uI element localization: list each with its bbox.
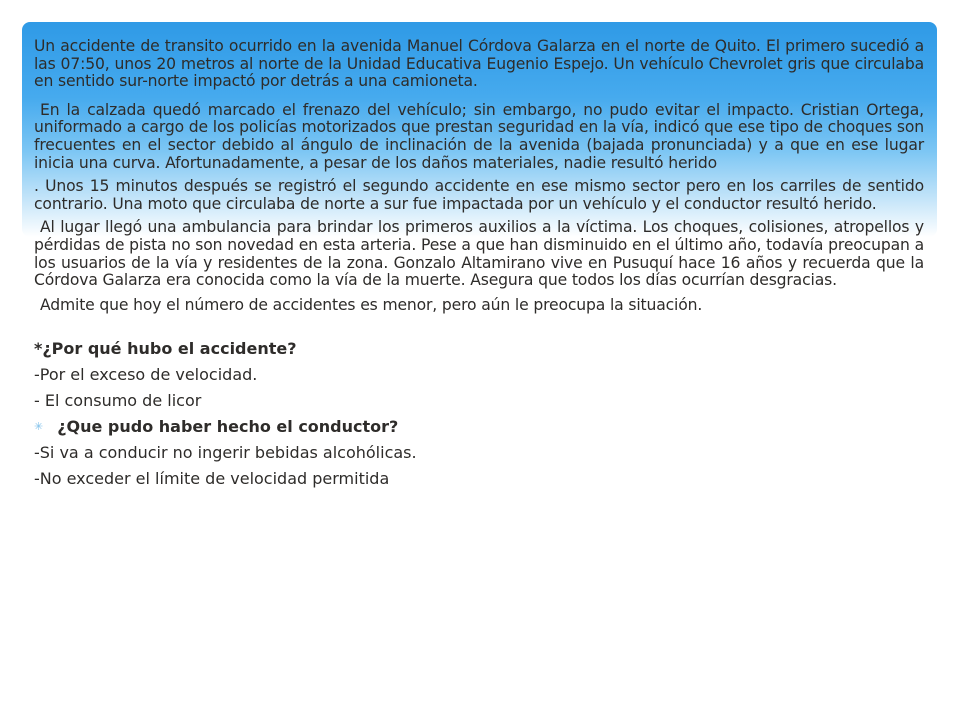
question-what-driver bbox=[34, 414, 924, 440]
star-bullet-icon: ✳ bbox=[34, 420, 44, 434]
question-why-accident: *¿Por qué hubo el accidente? bbox=[34, 339, 297, 359]
answer-no-alcohol: -Si va a conducir no ingerir bebidas alcohólicas. bbox=[34, 443, 417, 463]
answer-speed-limit: -No exceder el límite de velocidad permitida bbox=[34, 469, 390, 489]
paragraph-5: Admite que hoy el número de accidentes es menor, pero aún le preocupa la situación. bbox=[40, 295, 703, 314]
paragraph-4: Al lugar llegó una ambulancia para brindar los primeros auxilios a la víctima. Los choques, colisiones, atropellos y pérdidas de pista no son novedad en esta arteria. Pese a que han disminuido en el último año, todavía preocupan a los usuarios de la vía y residentes de la zona. Gonzalo Altamirano vive en Pusuquí hace 16 años y recuerda que la Córdova Galarza era conocida como la vía de la muerte. Asegura que todos los días ocurrían desgracias. bbox=[34, 218, 924, 290]
question-what-driver-text: ¿Que pudo haber hecho el conductor? bbox=[57, 417, 399, 437]
paragraph-2: En la calzada quedó marcado el frenazo del vehículo; sin embargo, no pudo evitar el impacto. Cristian Ortega, uniformado a cargo de los policías motorizados que prestan seguridad en la vía, indicó que ese tipo de choques son frecuentes en el sector debido al ángulo de inclinación de la avenida (bajada pronunciada) y a que en ese lugar inicia una curva. Afortunadamente, a pesar de los daños materiales, nadie resultó herido bbox=[34, 100, 924, 172]
paragraph-1: Un accidente de transito ocurrido en la avenida Manuel Córdova Galarza en el norte de Quito. El primero sucedió a las 07:50, unos 20 metros al norte de la Unidad Educativa Eugenio Espejo. Un vehículo Chevrolet gris que circulaba en sentido sur-norte impactó por detrás a una camioneta. bbox=[34, 37, 924, 91]
slide-content bbox=[34, 38, 924, 492]
qa-section bbox=[34, 336, 924, 492]
paragraph-3: . Unos 15 minutos después se registró el segundo accidente en ese mismo sector pero en los carriles de sentido contrario. Una moto que circulaba de norte a sur fue impactada por un vehículo y el conductor resultó herido. bbox=[34, 177, 924, 213]
answer-alcohol: - El consumo de licor bbox=[34, 391, 202, 411]
answer-speed: -Por el exceso de velocidad. bbox=[34, 365, 258, 385]
